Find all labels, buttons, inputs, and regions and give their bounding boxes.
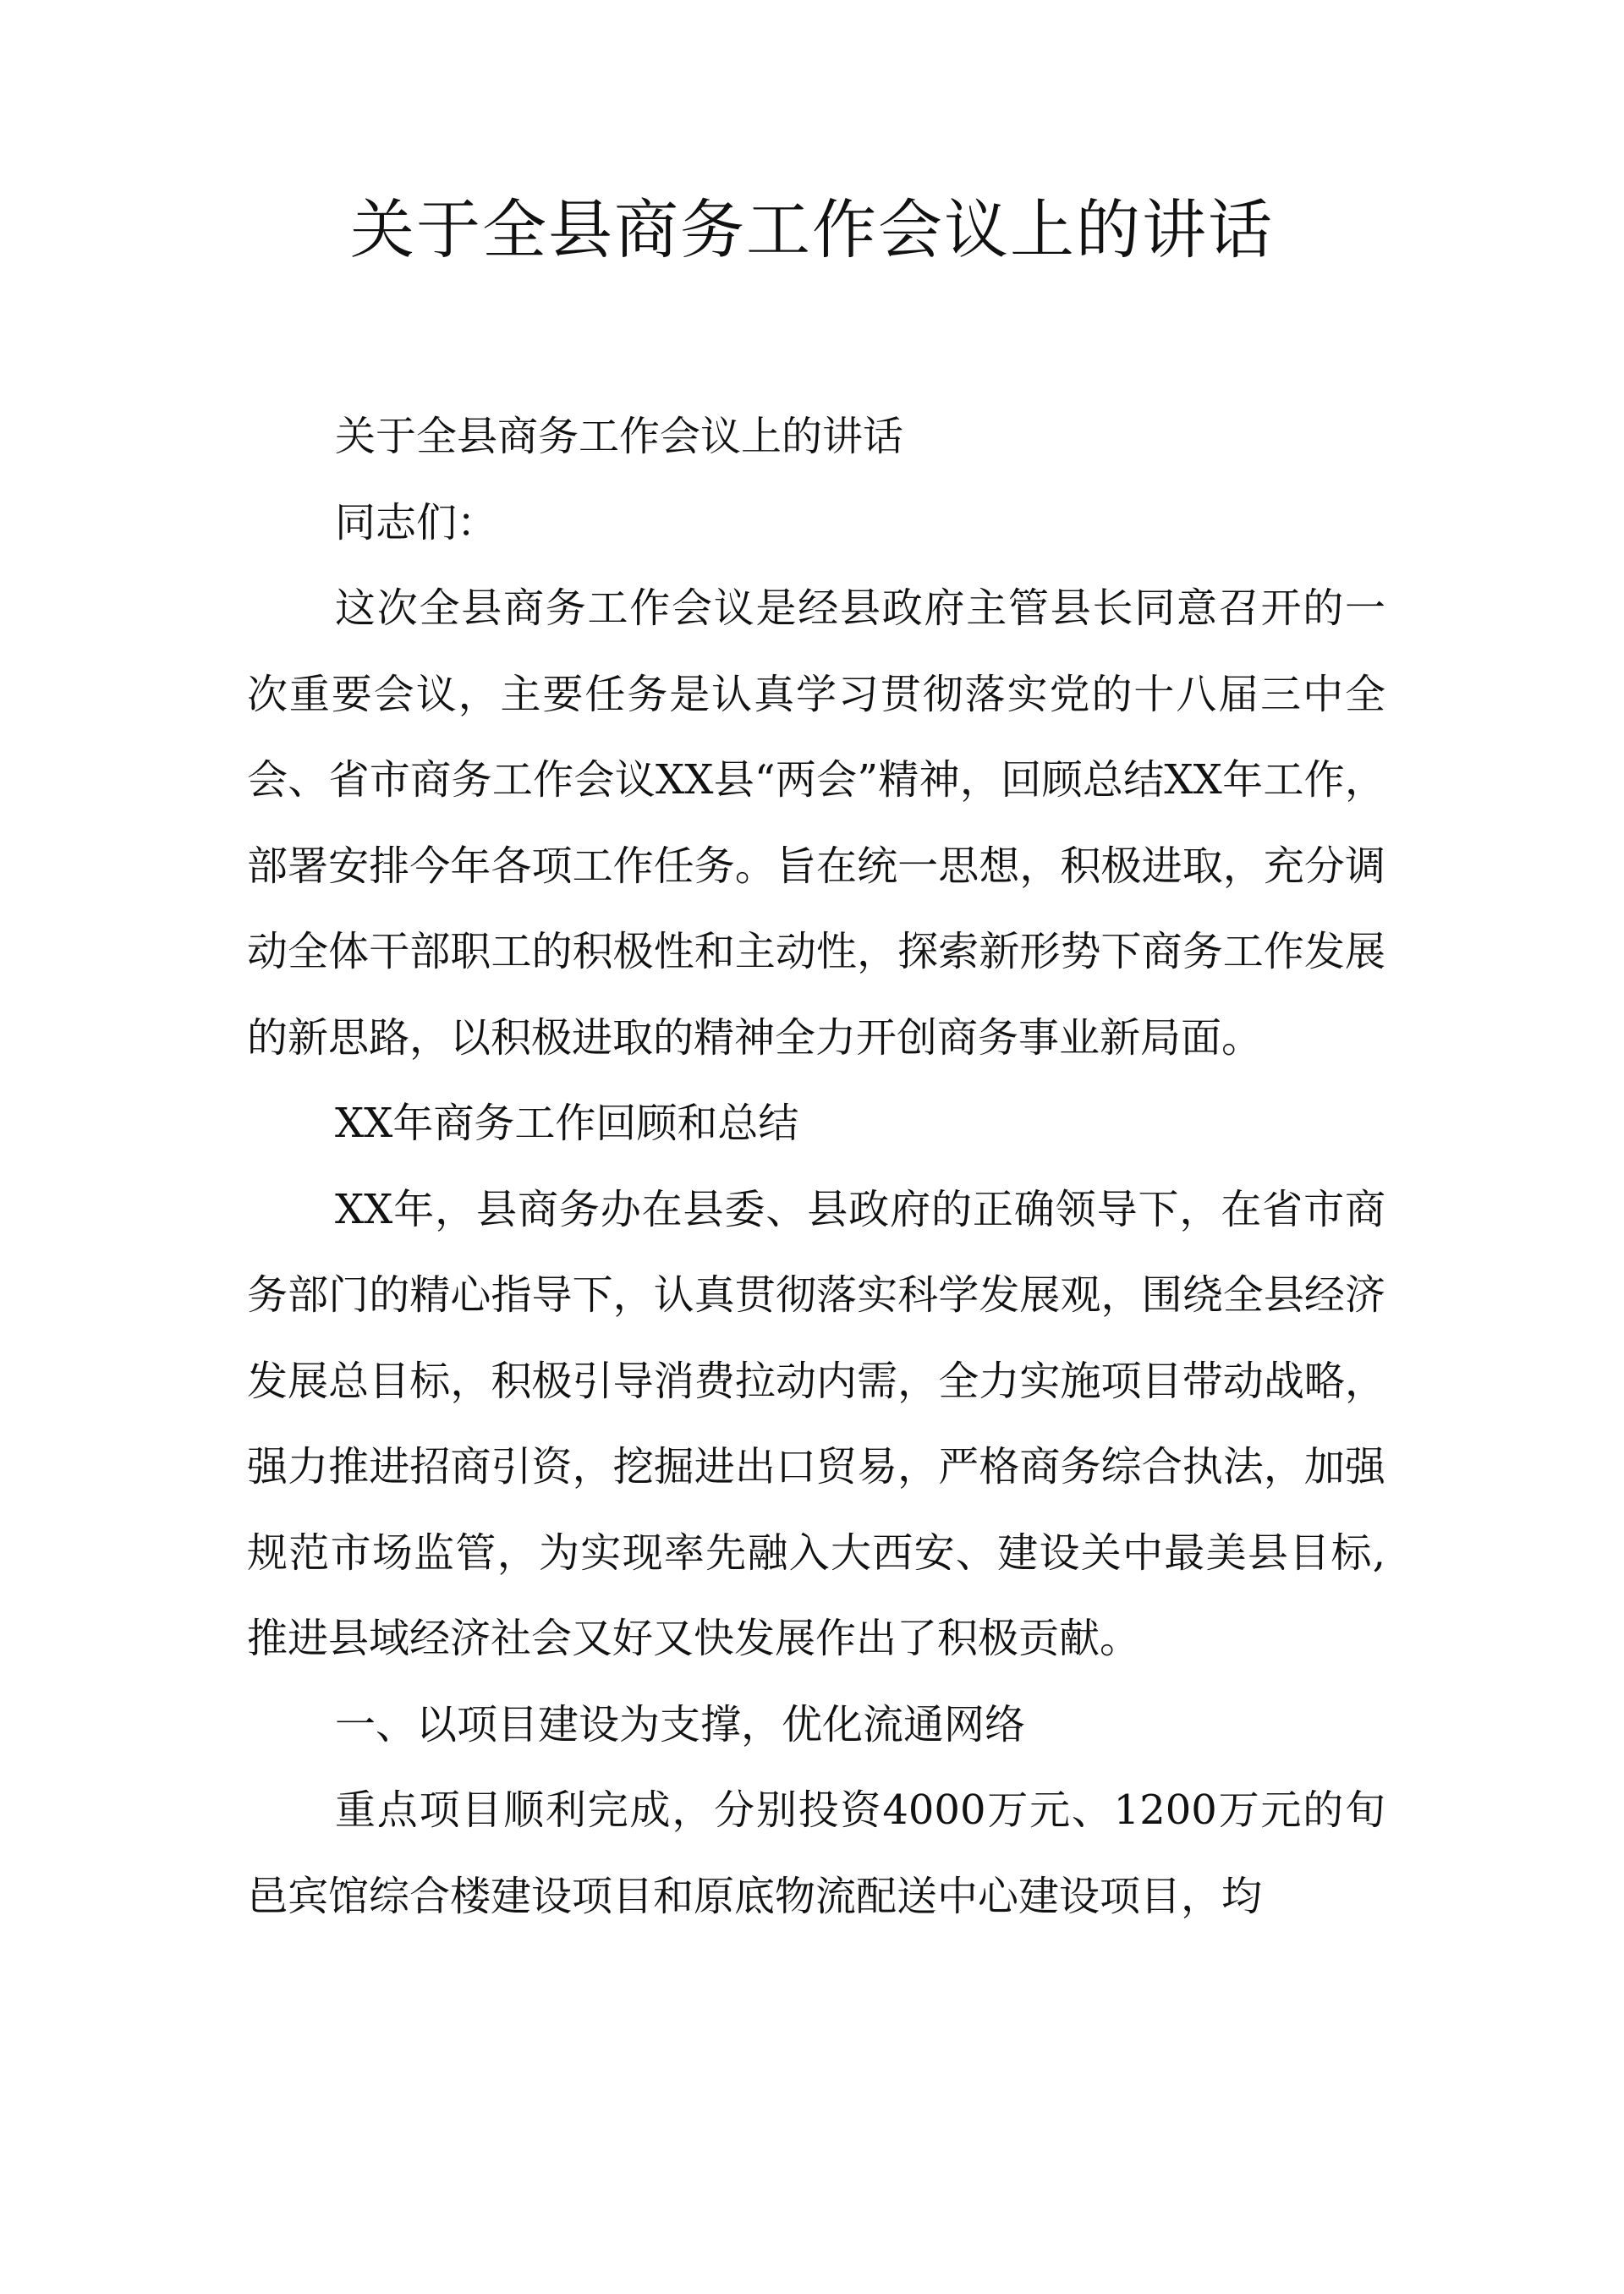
document-title: 关于全县商务工作会议上的讲话 — [350, 192, 1274, 267]
section-heading-review: XX年商务工作回顾和总结 — [335, 1100, 799, 1147]
review-paragraph: XX年，县商务办在县委、县政府的正确领导下，在省市商务部门的精心指导下，认真贯彻落实科学发展观，围绕全县经济发展总目标，积极引导消费拉动内需，全力实施项目带动战略，强力推进招商引资，挖掘进出口贸易，严格商务综合执法，加强规范市场监管，为实现率先融入大西安、建设关中最美县目标,推进县域经济社会又好又快发展作出了积极贡献。 — [247, 1185, 1385, 1662]
salutation: 同志们： — [335, 498, 498, 546]
intro-paragraph: 这次全县商务工作会议是经县政府主管县长同意召开的一次重要会议，主要任务是认真学习贯彻落实党的十八届三中全会、省市商务工作会议XX县“两会”精神，回顾总结XX年工作，部署安排今年各项工作任务。旨在统一思想，积极进取，充分调动全体干部职工的积极性和主动性，探索新形势下商务工作发展的新思路，以积极进取的精神全力开创商务事业新局面。 — [247, 584, 1385, 1062]
speech-heading: 关于全县商务工作会议上的讲话 — [335, 413, 904, 460]
projects-paragraph: 重点项目顺利完成，分别投资4000万元、1200万元的旬邑宾馆综合楼建设项目和原底物流配送中心建设项目，均 — [247, 1786, 1385, 1920]
document-body — [247, 394, 1385, 1940]
subsection-heading-projects: 一、以项目建设为支撑，优化流通网络 — [335, 1700, 1026, 1748]
